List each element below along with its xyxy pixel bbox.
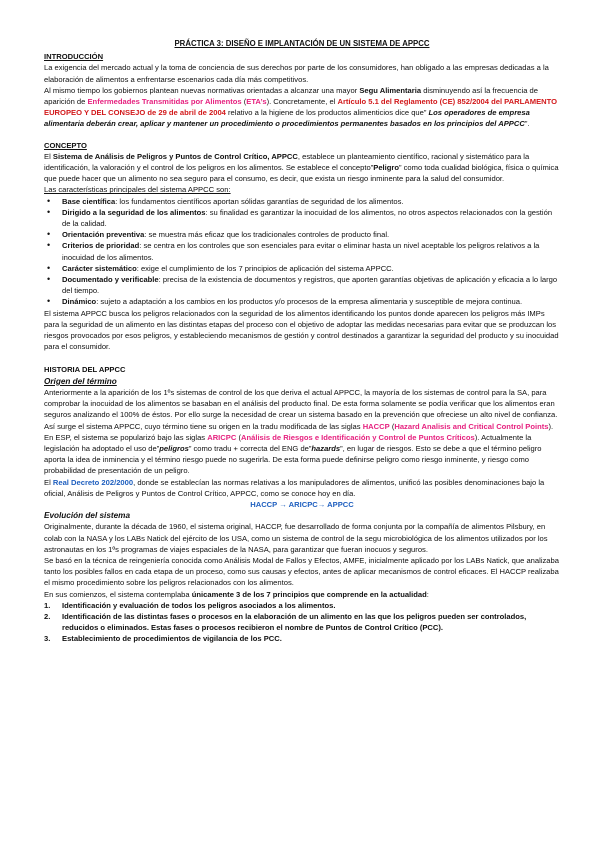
origen-paragraph-1: Anteriormente a la aparición de los 1ºs sistemas de control de los que deriva el actual APPCC, la mayoría de los sistemas de control para la SA, para comprobar la inocuidad de los alimentos se basaban en el análisis del producto final. De esta forma solamente se podía verificar que los alimentos eran seguros analizando el 100% de éstos. Por ello surge la necesidad de crear un sistema basado en la prevención que ofreciese un alto nivel de confianza.: [44, 387, 558, 420]
characteristics-heading: Las características principales del sistema APPCC son:: [44, 185, 231, 195]
list-item: • Base científica: los fundamentos científicos aportan sólidas garantías de seguridad de los alimentos.: [44, 196, 560, 207]
document-page: [44, 38, 560, 645]
characteristics-list: [44, 196, 560, 308]
list-item: • Carácter sistemático: exige el cumplimiento de los 7 principios de aplicación del sistema APPCC.: [44, 263, 560, 274]
evolucion-paragraph-1: Originalmente, durante la década de 1960, el sistema original, HACCP, fue desarrollado de forma conjunta por la compañía de alimentos Pilsbury, en colab con la NASA y los LABs Natick del ejército de los USA, como un sistema de control de la segu microbiológica de los alimentos utilizados por los astronautas en los 1ºs programas de viajes espaciales de la NASA, para garantizar que fueran inocuos y seguros.: [44, 522, 548, 554]
origen-paragraph-3: El Real Decreto 202/2000, donde se establecían las normas relativas a los manipuladores de alimentos, unificó las posibles denominaciones bajo la oficial, Análisis de Peligros y Puntos de Control Crítico, APPCC, como se conoce hoy en día.: [44, 477, 545, 498]
evolucion-heading: Evolución del sistema: [44, 511, 130, 521]
origen-paragraph-2: Así surge el sistema APPCC, cuyo término tiene su origen en la tradu modificada de las siglas HACCP (Hazard Analisis and Critical Control Points). En ESP, el sistema se popularizó bajo las siglas ARICPC (Análisis de Riesgos e Identificación y Control de Puntos Críticos). Actualmente la legislación ha adoptado el uso de”peligros” como tradu + correcta del ENG de”hazards”, en lugar de riesgos. Esto se debe a que el término peligro aporta la idea de inminencia y el término riesgo puede no sugerirla. De esta forma puede definirse peligro como riesgo inminente, y riesgo como probabilidad de presentación de un peligro.: [44, 421, 554, 476]
real-decreto-reference: Real Decreto 202/2000: [52, 477, 134, 487]
evolucion-paragraph-2: Se basó en la técnica de reingeniería conocida como Análisis Modal de Fallos y Efectos, AMFE, inicialmente aplicado por los LABs Natick, que analizaba tanto los posibles fallos en cada etapa de un proceso, como sus causas y efectos, antes de aplicar mecanismos de control eficaces. El HACCP realizaba el mismo procedimiento sobre los peligros relacionados con los alimentos.: [44, 555, 559, 588]
list-item: • Criterios de prioridad: se centra en los controles que son esenciales para evitar o eliminar hasta un nivel aceptable los peligros relativos a la inocuidad de los alimentos.: [44, 240, 560, 262]
list-item: • Dinámico: sujeto a adaptación a los cambios en los productos y/o procesos de la empresa alimentaria y susceptible de mejora continua.: [44, 296, 560, 307]
concepto-paragraph-1: El Sistema de Análisis de Peligros y Puntos de Control Crítico, APPCC, establece un planteamiento científico, racional y sistemático para la identificación, la valoración y el control de los peligros en los alimentos. Se establece el concepto”Peligro” como toda cualidad biológica, física o química que puede hacer que un alimento no sea seguro para el consumo, es decir, que exista un riesgo inminente para la salud del consumidor.: [44, 151, 559, 184]
list-item: • Orientación preventiva: se muestra más eficaz que los tradicionales controles de producto final.: [44, 229, 560, 240]
regulation-reference: Artículo 5.1 del Reglamento (CE) 852/2004 del PARLAMENTO EUROPEO Y DEL CONSEJO de 29 de abril de 2004: [44, 97, 558, 118]
historia-heading: HISTORIA DEL APPCC: [44, 365, 126, 375]
list-item: • Dirigido a la seguridad de los alimentos: su finalidad es garantizar la inocuidad de los alimentos, no otros aspectos relacionados con la gestión de la calidad.: [44, 207, 560, 229]
origen-heading: Origen del término: [44, 376, 117, 386]
intro-paragraph-1: La exigencia del mercado actual y la toma de conciencia de sus derechos por parte de los consumidores, han obligado a las empresas dedicadas a la elaboración de alimentos a enfrentarse escenarios cada día más competitivos.: [44, 63, 549, 84]
acronym-chain: HACCP → ARICPC→ APPCC: [250, 499, 354, 509]
document-title: PRÁCTICA 3: DISEÑO E IMPLANTACIÓN DE UN SISTEMA DE APPCC: [174, 39, 430, 48]
evolucion-paragraph-3: En sus comienzos, el sistema contemplaba únicamente 3 de los 7 principios que comprende en la actualidad:: [44, 589, 429, 599]
principles-list: [44, 600, 560, 645]
concepto-heading: CONCEPTO: [44, 140, 87, 150]
regulation-quote: Los operadores de empresa alimentaria deberán crear, aplicar y mantener un procedimiento o procedimientos permanentes basados en los principios del APPCC: [44, 108, 530, 129]
intro-heading: INTRODUCCIÓN: [44, 52, 104, 62]
list-item: 1. Identificación y evaluación de todos los peligros asociados a los alimentos.: [44, 600, 336, 610]
intro-paragraph-2: Al mismo tiempo los gobiernos plantean nuevas normativas orientadas a alcanzar una mayor Segu Alimentaria disminuyendo así la frecuencia de aparición de Enfermedades Transmitidas por Alimentos (ETA’s). Concretamente, el Artículo 5.1 del Reglamento (CE) 852/2004 del PARLAMENTO EUROPEO Y DEL CONSEJO de 29 de abril de 2004 relativo a la higiene de los productos alimenticios dice que” Los operadores de empresa alimentaria deberán crear, aplicar y mantener un procedimiento o procedimientos permanentes basados en los principios del APPCC”.: [44, 85, 558, 129]
list-item: 2. Identificación de las distintas fases o procesos en la elaboración de un alimento en las que los peligros pueden ser controlados, reducidos o eliminados. Estas fases o procesos recibieron el nombre de Puntos de Control Crítico (PCC).: [44, 611, 527, 633]
concepto-paragraph-2: El sistema APPCC busca los peligros relacionados con la seguridad de los alimentos identificando los puntos donde aparecen los peligros más IMPs para la seguridad de un alimento en las distintas etapas del proceso con el objetivo de adoptar las medidas necesarias para evitar que se produzcan los riesgos provocados por esos peligros, y estableciendo mecanismos de gestión y control destinados a garantizar la seguridad del producto y su inocuidad para el consumidor.: [44, 308, 559, 352]
list-item: 3. Establecimiento de procedimientos de vigilancia de los PCC.: [44, 634, 282, 644]
list-item: • Documentado y verificable: precisa de la existencia de documentos y registros, que aporten garantías objetivas de aplicación y eficacia a lo largo del tiempo.: [44, 274, 560, 296]
eta-term: Enfermedades Transmitidas por Alimentos: [87, 97, 242, 107]
